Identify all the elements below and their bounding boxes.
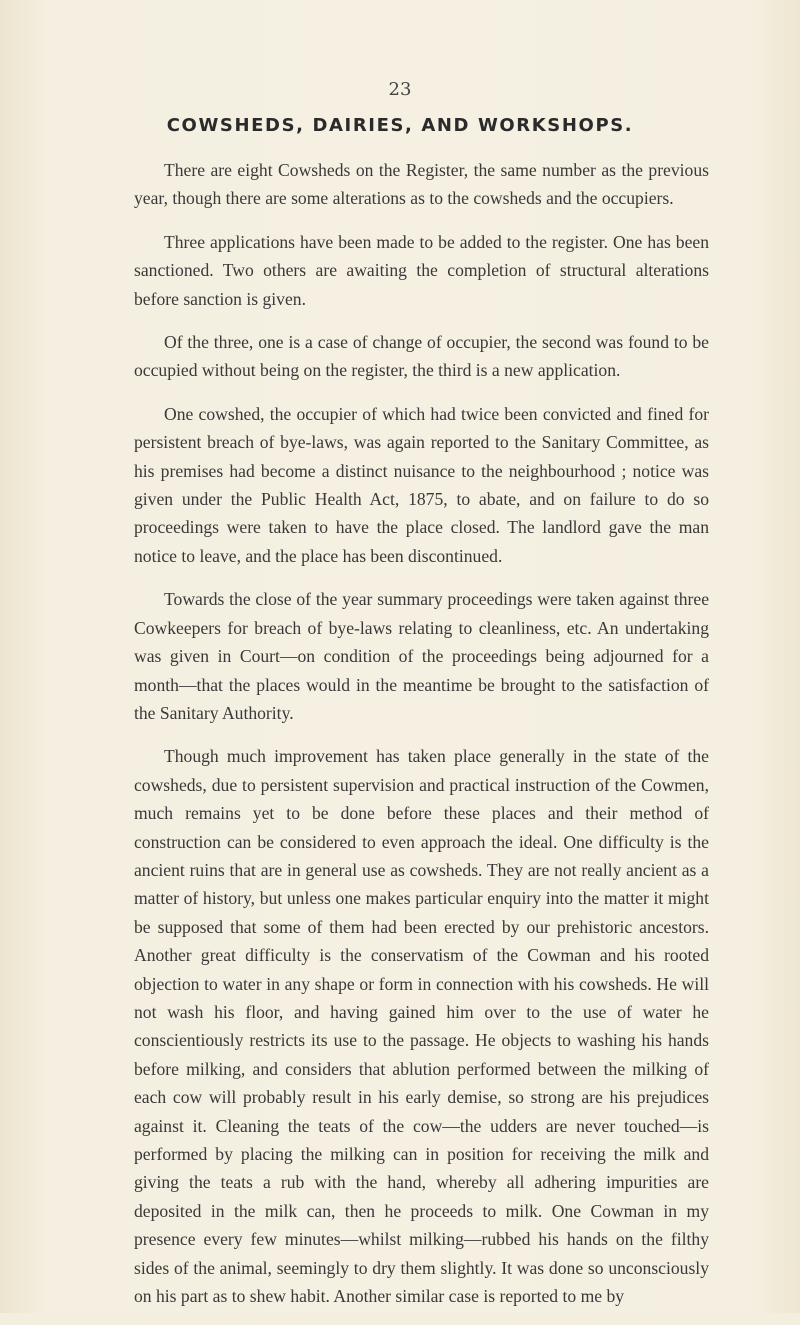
paragraph-register-count: There are eight Cowsheds on the Register, the same number as the previous year, though there are some alterations as to the cowsheds and the occupiers.	[134, 160, 709, 209]
body-text	[134, 156, 709, 1325]
paragraph-summary-proceedings: Towards the close of the year summary proceedings were taken against three Cowkeepers for breach of bye-laws relating to cleanliness, etc. An undertaking was given in Court—on condition of the proceedings being adjourned for a month—that the places would in the meantime be brought to the satisfaction of the Sanitary Authority.	[134, 589, 709, 723]
page-number: 23	[388, 79, 412, 100]
section-heading: COWSHEDS, DAIRIES, AND WORKSHOPS.	[166, 115, 634, 136]
paragraph-improvement: Though much improvement has taken place generally in the state of the cowsheds, due to persistent supervision and practical instruction of the Cowmen, much remains yet to be done before these places and their method of construction can be considered to even approach the ideal. One difficulty is the ancient ruins that are in general use as cowsheds. They are not really ancient as a matter of history, but unless one makes particular enquiry into the matter it might be supposed that some of them had been erected by our prehistoric ancestors. Another great difficulty is the conservatism of the Cowman and his rooted objection to water in any shape or form in connection with his cowsheds. He will not wash his floor, and having gained him over to the use of water he conscientiously restricts its use to the passage. He objects to washing his hands before milking, and considers that ablution performed between the milking of each cow will probably result in his early demise, so strong are his prejudices against it. Cleaning the teats of the cow—the udders are never touched—is performed by placing the milking can in position for receiving the milk and giving the teats a rub with the hand, whereby all adhering impurities are deposited in the milk can, then he proceeds to milk. One Cowman in my presence every few minutes—whilst milking—rubbed his hands on the filthy sides of the animal, seemingly to dry them slightly. It was done so unconsciously on his part as to shew habit. Another similar case is reported to me by	[134, 746, 709, 1307]
paragraph-three-cases: Of the three, one is a case of change of occupier, the second was found to be occupied without being on the register, the third is a new application.	[134, 332, 709, 381]
paragraph-closed-cowshed: One cowshed, the occupier of which had twice been convicted and fined for persistent breach of bye-laws, was again reported to the Sanitary Committee, as his premises had become a distinct nuisance to the neighbourhood ; notice was given under the Public Health Act, 1875, to abate, and on failure to do so proceedings were taken to have the place closed. The landlord gave the man notice to leave, and the place has been discontinued.	[134, 403, 709, 566]
paragraph-applications: Three applications have been made to be added to the register. One has been sanctioned. Two others are awaiting the completion of structural alterations before sanction is given.	[134, 231, 709, 309]
